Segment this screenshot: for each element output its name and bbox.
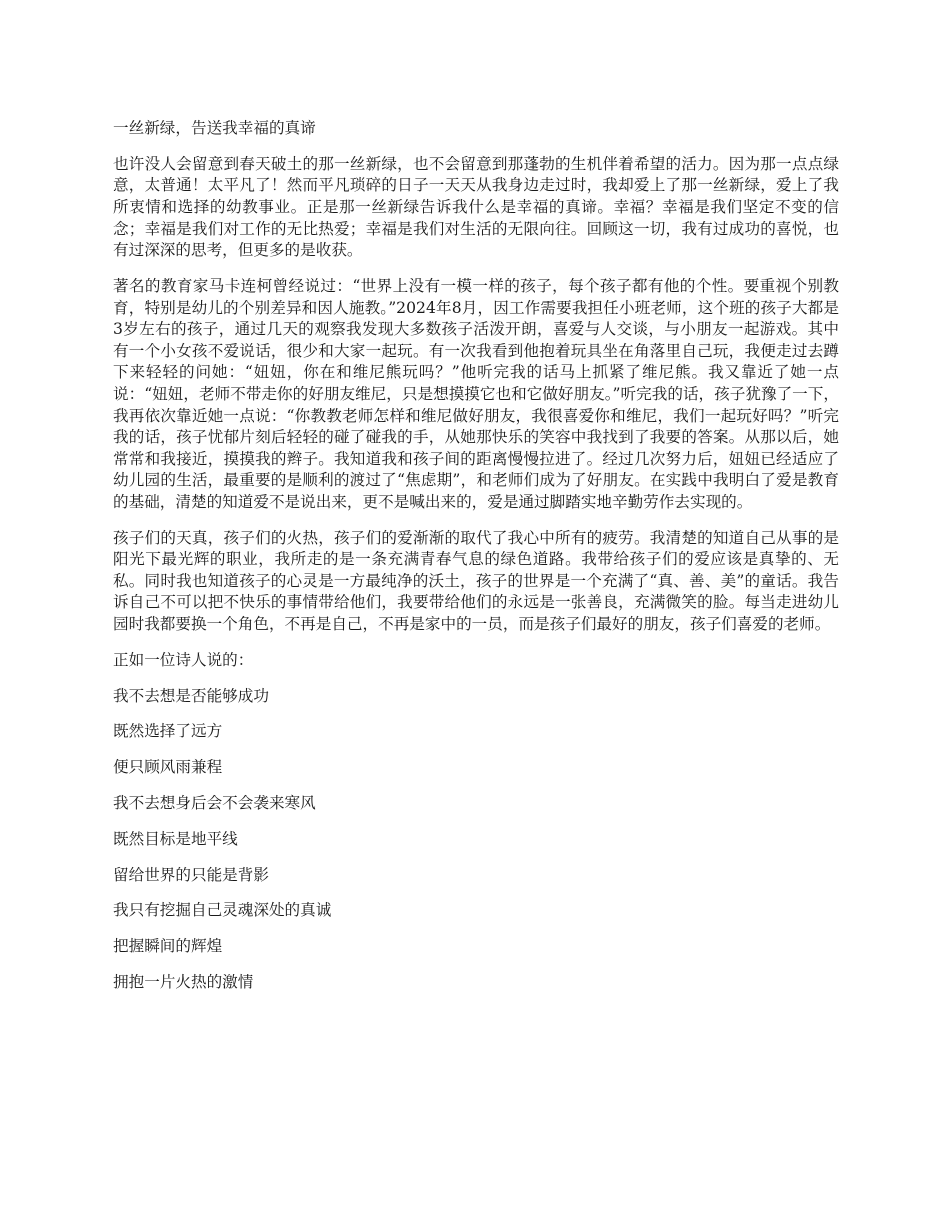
poem-line: 便只顾风雨兼程 [113, 758, 223, 777]
poem-line: 把握瞬间的辉煌 [113, 937, 223, 956]
poem-line: 拥抱一片火热的激情 [113, 972, 254, 991]
document-body [113, 118, 839, 1008]
poem-line: 我只有挖掘自己灵魂深处的真诚 [113, 901, 332, 920]
poem-line: 我不去想是否能够成功 [113, 686, 269, 705]
paragraph-reflection: 孩子们的天真，孩子们的火热，孩子们的爱渐渐的取代了我心中所有的疲劳。我清楚的知道自己从事的是阳光下最光辉的职业，我所走的是一条充满青春气息的绿色道路。我带给孩子们的爱应该是真挚的、无私。同时我也知道孩子的心灵是一方最纯净的沃土，孩子的世界是一个充满了“真、善、美”的童话。我告诉自己不可以把不快乐的事情带给他们，我要带给他们的永远是一张善良，充满微笑的脸。每当走进幼儿园时我都要换一个角色，不再是自己，不再是家中的一员，而是孩子们最好的朋友，孩子们喜爱的老师。 [113, 528, 839, 634]
document-title: 一丝新绿，告送我幸福的真谛 [113, 119, 316, 137]
paragraph-intro: 也许没人会留意到春天破土的那一丝新绿，也不会留意到那蓬勃的生机伴着希望的活力。因为那一点点绿意，太普通！太平凡了！然而平凡琐碎的日子一天天从我身边走过时，我却爱上了那一丝新绿，爱上了我所衷情和选择的幼教事业。正是那一丝新绿告诉我什么是幸福的真谛。幸福？幸福是我们坚定不变的信念；幸福是我们对工作的无比热爱；幸福是我们对生活的无限向往。回顾这一切，我有过成功的喜悦，也有过深深的思考，但更多的是收获。 [113, 154, 839, 260]
paragraph-poem-intro: 正如一位诗人说的： [113, 650, 254, 669]
paragraph-story: 著名的教育家马卡连柯曾经说过：“世界上没有一模一样的孩子，每个孩子都有他的个性。要重视个别教育，特别是幼儿的个别差异和因人施教。”2024年8月，因工作需要我担任小班老师，这个班的孩子大都是3岁左右的孩子，通过几天的观察我发现大多数孩子活泼开朗，喜爱与人交谈，与小朋友一起游戏。其中有一个小女孩不爱说话，很少和大家一起玩。有一次我看到他抱着玩具坐在角落里自己玩，我便走过去蹲下来轻轻的问她：“妞妞，你在和维尼熊玩吗？”他听完我的话马上抓紧了维尼熊。我又靠近了她一点说：“妞妞，老师不带走你的好朋友维尼，只是想摸摸它也和它做好朋友。”听完我的话，孩子犹豫了一下，我再依次靠近她一点说：“你教教老师怎样和维尼做好朋友，我很喜爱你和维尼，我们一起玩好吗？”听完我的话，孩子忧郁片刻后轻轻的碰了碰我的手，从她那快乐的笑容中我找到了我要的答案。从那以后，她常常和我接近，摸摸我的辫子。我知道我和孩子间的距离慢慢拉进了。经过几次努力后，妞妞已经适应了幼儿园的生活，最重要的是顺利的渡过了“焦虑期”，和老师们成为了好朋友。在实践中我明白了爱是教育的基础，清楚的知道爱不是说出来，更不是喊出来的，爱是通过脚踏实地辛勤劳作去实现的。 [113, 276, 839, 511]
poem-line: 既然选择了远方 [113, 722, 223, 741]
poem-line: 留给世界的只能是背影 [113, 865, 269, 884]
poem-line: 既然目标是地平线 [113, 829, 238, 848]
poem-line: 我不去想身后会不会袭来寒风 [113, 793, 316, 812]
